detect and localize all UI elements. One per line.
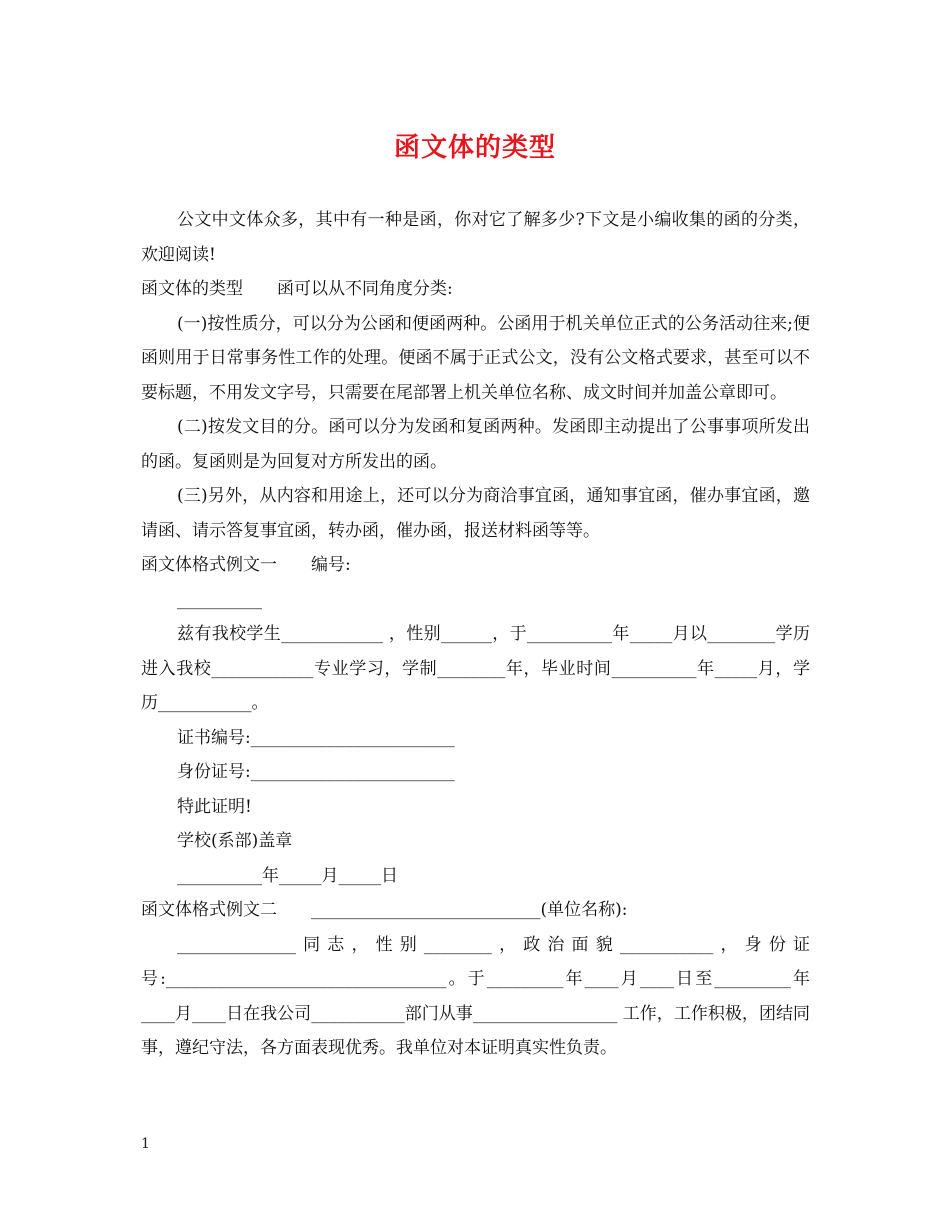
school-seal-line: 学校(系部)盖章 (177, 831, 293, 851)
types-heading: 函文体的类型 函可以从不同角度分类: (141, 279, 453, 299)
student-certificate-paragraph: 兹有我校学生____________ ，性别______，于__________年_____月以________学历进入我校____________专业学习，学制________年，毕业时间__________年_____月，学历___________。 (141, 624, 810, 713)
page-number: 1 (141, 1136, 150, 1152)
example-two-heading: 函文体格式例文二 ___________________________(单位名称): (141, 900, 628, 920)
date-line: __________年_____月_____日 (177, 865, 398, 886)
serial-number-blank: __________ (177, 589, 262, 610)
hereby-certify-line: 特此证明! (177, 796, 252, 817)
type-one-paragraph: (一)按性质分，可以分为公函和便函两种。公函用于机关单位正式的公务活动往来;便函则用于日常事务性工作的处理。便函不属于正式公文，没有公文格式要求，甚至可以不要标题，不用发文字号，只需要在尾部署上机关单位名称、成文时间并加盖公章即可。 (141, 313, 810, 403)
intro-paragraph: 公文中文体众多，其中有一种是函，你对它了解多少?下文是小编收集的函的分类，欢迎阅读! (141, 210, 810, 265)
type-three-paragraph: (三)另外，从内容和用途上，还可以分为商洽事宜函，通知事宜函，催办事宜函，邀请函、请示答复事宜函，转办函，催办函，报送材料函等等。 (141, 486, 810, 541)
employment-certificate-paragraph: ______________同志，性别________，政治面貌___________，身份证号:_________________________________。于_________年____月____日至_________年____月____日在我公司___________部门从事_________________ 工作，工作积极，团结同事，遵纪守法，各方面表现优秀。我单位对本证明真实性负责。 (141, 934, 810, 1058)
document-body (141, 203, 810, 1066)
type-two-paragraph: (二)按发文目的分。函可以分为发函和复函两种。发函即主动提出了公事事项所发出的函。复函则是为回复对方所发出的函。 (141, 417, 810, 472)
id-number-line: 身份证号:________________________ (177, 762, 455, 782)
document-title: 函文体的类型 (393, 133, 556, 163)
certificate-number-line: 证书编号:________________________ (177, 727, 455, 748)
example-one-heading: 函文体格式例文一 编号: (141, 555, 351, 575)
